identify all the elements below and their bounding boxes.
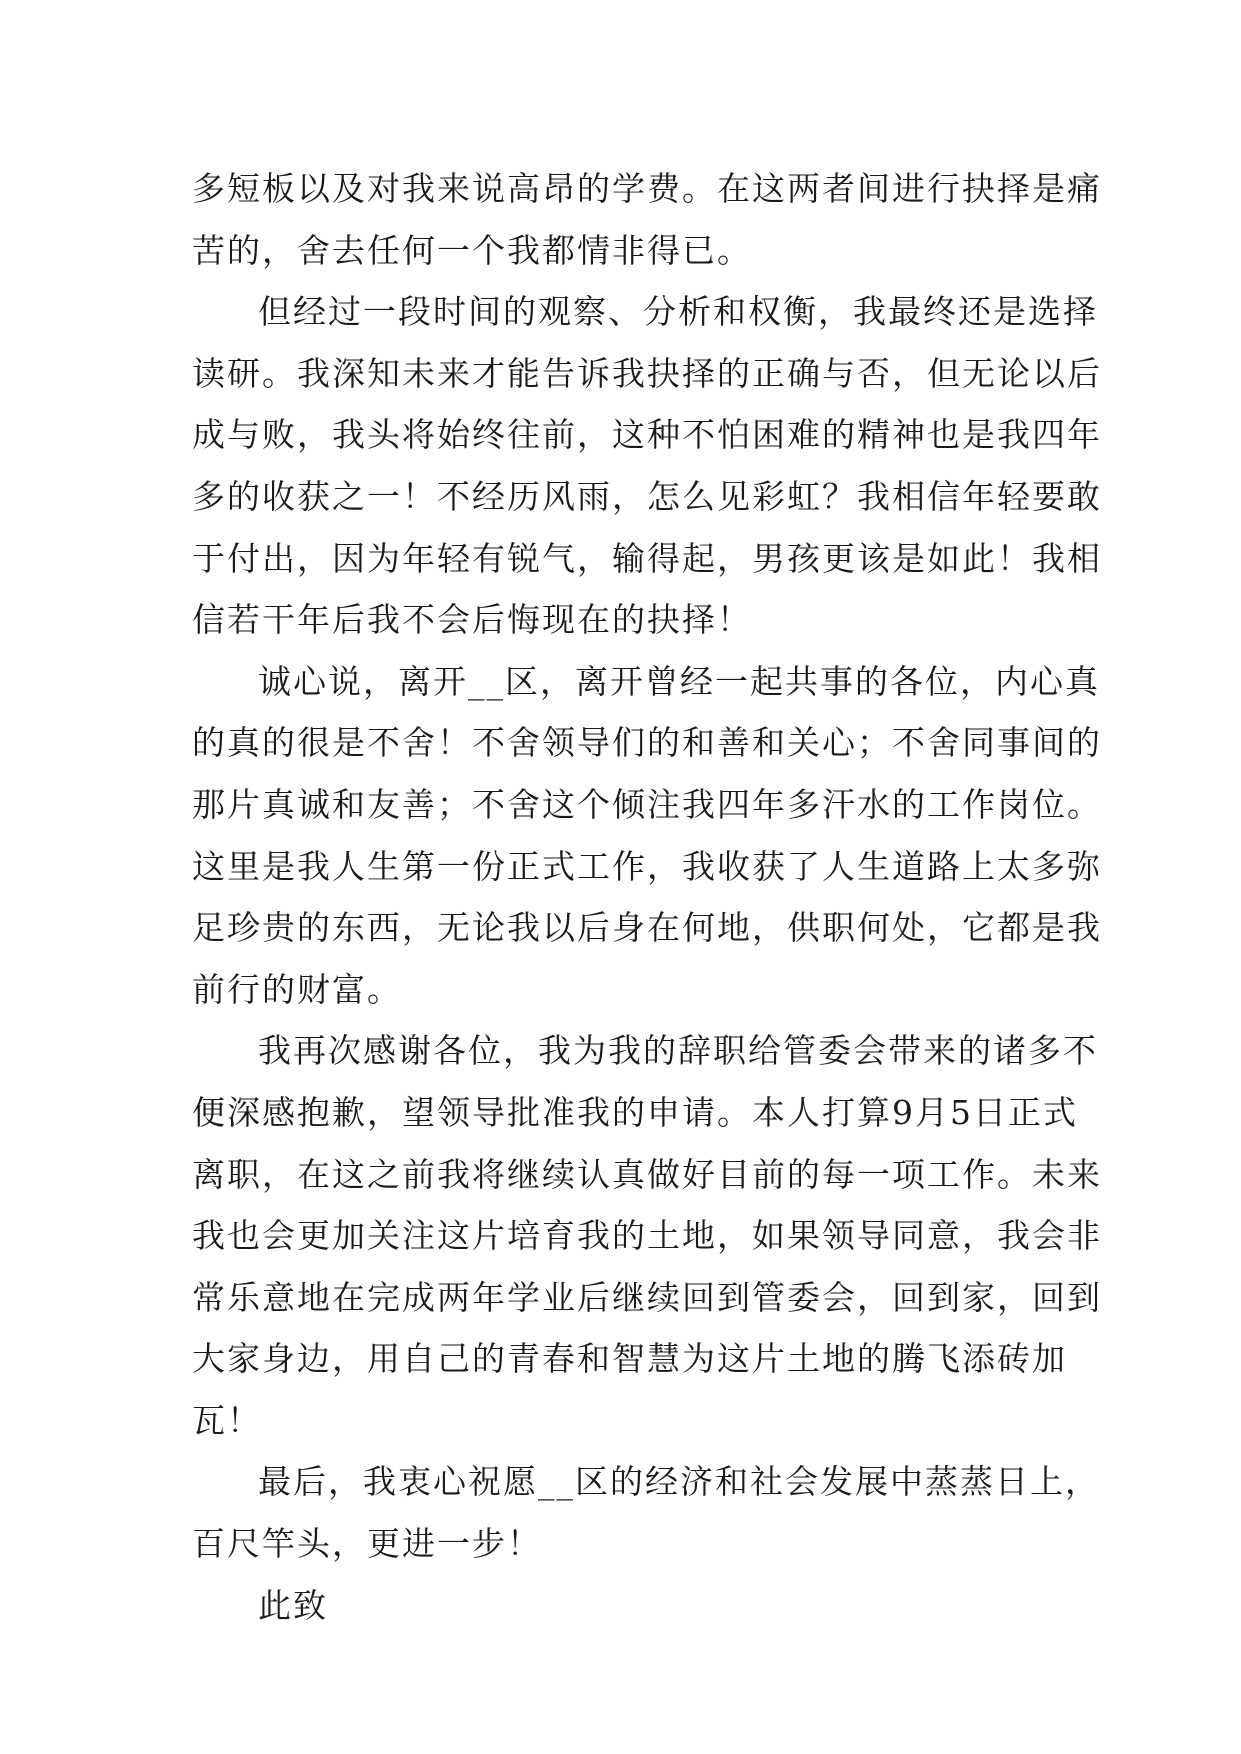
letter-body <box>192 158 1102 1636</box>
text-line: 多的收获之一！不经历风雨，怎么见彩虹？我相信年轻要敢 <box>192 476 1102 516</box>
text-line: 于付出，因为年轻有锐气，输得起，男孩更该是如此！我相 <box>192 538 1102 578</box>
text-line: 离职，在这之前我将继续认真做好目前的每一项工作。未来 <box>192 1154 1102 1194</box>
text-line: 大家身边，用自己的青春和智慧为这片土地的腾飞添砖加 <box>192 1339 1067 1379</box>
text-line: 最后，我衷心祝愿__区的经济和社会发展中蒸蒸日上， <box>258 1462 1100 1502</box>
text-line: 诚心说，离开__区，离开曾经一起共事的各位，内心真 <box>258 661 1100 701</box>
text-line: 苦的，舍去任何一个我都情非得已。 <box>192 230 752 270</box>
text-line: 信若干年后我不会后悔现在的抉择！ <box>192 600 752 640</box>
text-line: 多短板以及对我来说高昂的学费。在这两者间进行抉择是痛 <box>192 169 1102 208</box>
text-line: 便深感抱歉，望领导批准我的申请。本人打算9月5日正式 <box>192 1092 1078 1132</box>
text-line: 前行的财富。 <box>192 969 402 1009</box>
text-line: 成与败，我头将始终往前，这种不怕困难的精神也是我四年 <box>192 415 1102 455</box>
text-line: 读研。我深知未来才能告诉我抉择的正确与否，但无论以后 <box>192 353 1102 393</box>
text-line: 这里是我人生第一份正式工作，我收获了人生道路上太多弥 <box>192 846 1102 886</box>
text-line: 瓦！ <box>192 1400 262 1440</box>
text-line: 那片真诚和友善；不舍这个倾注我四年多汗水的工作岗位。 <box>192 784 1102 824</box>
text-line: 的真的很是不舍！不舍领导们的和善和关心；不舍同事间的 <box>192 723 1102 763</box>
text-line: 足珍贵的东西，无论我以后身在何地，供职何处，它都是我 <box>192 908 1102 948</box>
text-line: 我再次感谢各位，我为我的辞职给管委会带来的诸多不 <box>258 1031 1098 1071</box>
text-line: 我也会更加关注这片培育我的土地，如果领导同意，我会非 <box>192 1216 1102 1256</box>
text-line: 常乐意地在完成两年学业后继续回到管委会，回到家，回到 <box>192 1277 1102 1317</box>
text-line: 百尺竿头，更进一步！ <box>192 1524 542 1564</box>
text-line: 此致 <box>258 1585 328 1625</box>
text-line: 但经过一段时间的观察、分析和权衡，我最终还是选择 <box>258 292 1098 332</box>
